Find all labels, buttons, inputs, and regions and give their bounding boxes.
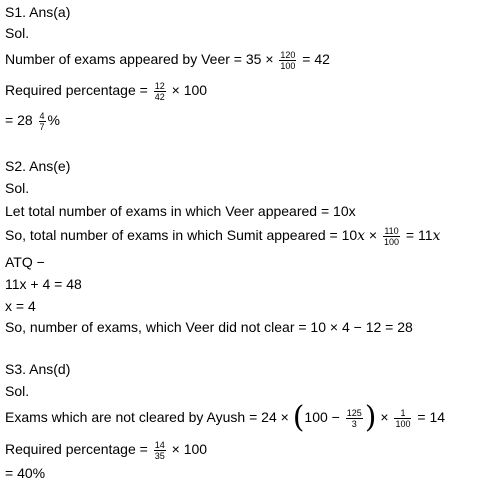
s1-line-1-text: Number of exams appeared by Veer = 35 × — [5, 51, 278, 68]
fraction-numerator: 12 — [154, 81, 165, 91]
s2-line-5: x = 4 — [5, 298, 36, 314]
s3-fraction-125-3 — [346, 408, 363, 429]
s2-line-6: So, number of exams, which Veer did not clear = 10 × 4 − 12 = 28 — [5, 319, 413, 335]
s1-line-3-end: % — [47, 112, 60, 129]
s1-line-2-text: Required percentage = — [5, 82, 152, 99]
fraction-denominator: 3 — [351, 419, 357, 429]
s3-line-1 — [5, 400, 446, 436]
s3-line-2-text: Required percentage = — [5, 441, 152, 458]
s3-line-2 — [5, 440, 207, 461]
s2-var-x: x — [357, 228, 366, 245]
s1-line-2-end: × 100 — [167, 82, 208, 99]
fraction-numerator: 4 — [39, 111, 45, 121]
s1-line-2 — [5, 81, 207, 102]
fraction-denominator: 100 — [280, 61, 296, 71]
s1-mixed-fraction-4-7 — [39, 111, 46, 132]
s3-inner-expression: 100 − — [304, 409, 344, 426]
s1-sol-label: Sol. — [5, 25, 30, 41]
fraction-numerator: 110 — [384, 226, 399, 236]
s3-line-1-text: Exams which are not cleared by Ayush = 24 × — [5, 409, 293, 426]
s3-open-paren: ( — [292, 400, 305, 436]
s3-line-3: = 40% — [5, 465, 46, 481]
s3-line-2-end: × 100 — [167, 441, 208, 458]
fraction-denominator: 100 — [395, 419, 411, 429]
s2-fraction-110-100 — [383, 226, 400, 247]
s2-var-x-result: x — [432, 228, 441, 245]
fraction-numerator: 120 — [280, 50, 296, 60]
s3-heading: S3. Ans(d) — [5, 361, 71, 377]
s1-fraction-120-100 — [279, 50, 296, 71]
s2-line-2 — [5, 226, 440, 247]
s3-times: × — [376, 409, 393, 426]
s2-line-3: ATQ − — [5, 254, 45, 270]
s1-fraction-12-42 — [154, 81, 166, 102]
s1-heading: S1. Ans(a) — [5, 4, 71, 20]
s2-times: × — [365, 227, 382, 244]
s2-line-1: Let total number of exams in which Veer appeared = 10x — [5, 203, 356, 219]
fraction-denominator: 42 — [154, 92, 165, 102]
s1-line-3-pre: = 28 — [5, 112, 37, 129]
s2-line-4: 11x + 4 = 48 — [5, 276, 82, 292]
fraction-numerator: 125 — [346, 408, 362, 418]
fraction-numerator: 14 — [154, 440, 165, 450]
s3-fraction-14-35 — [154, 440, 166, 461]
s1-line-1 — [5, 50, 330, 71]
s3-close-paren: ) — [364, 400, 377, 436]
s3-line-1-result: = 14 — [413, 409, 446, 426]
s2-line-2-text: So, total number of exams in which Sumit appeared = 10 — [5, 227, 358, 244]
s3-fraction-1-100 — [394, 408, 411, 429]
s1-line-3 — [5, 111, 60, 132]
s2-sol-label: Sol. — [5, 180, 30, 196]
s3-sol-label: Sol. — [5, 383, 30, 399]
s1-line-1-result: = 42 — [298, 51, 330, 68]
fraction-denominator: 35 — [154, 451, 165, 461]
fraction-numerator: 1 — [394, 408, 411, 419]
fraction-denominator: 7 — [39, 122, 45, 132]
s2-heading: S2. Ans(e) — [5, 158, 71, 174]
s2-equals: = 11 — [402, 227, 433, 244]
fraction-denominator: 100 — [384, 237, 400, 247]
